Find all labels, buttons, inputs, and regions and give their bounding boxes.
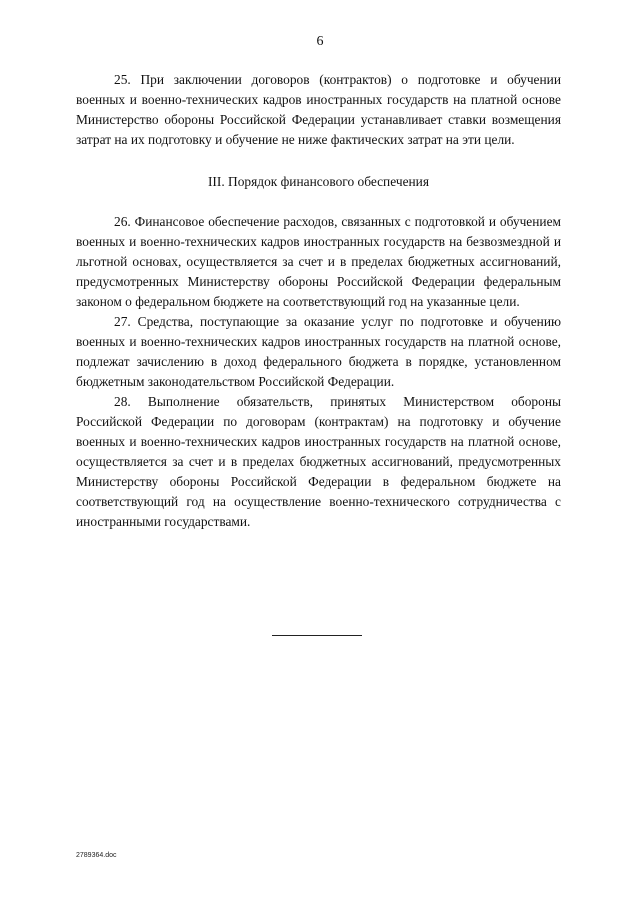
page-number: 6: [316, 34, 324, 49]
section-heading: III. Порядок финансового обеспечения: [207, 174, 430, 189]
footer-file-name: 2789364.doc: [76, 852, 117, 859]
paragraph-27: 27. Средства, поступающие за оказание услуг по подготовке и обучению военных и военно-технических кадров иностранных государств на платной основе, подлежат зачислению в доход федерального бюджета в порядке, установленном бюджетным законодательством Российской Федерации.: [76, 314, 561, 389]
document-body: [76, 70, 561, 532]
paragraph-26: 26. Финансовое обеспечение расходов, связанных с подготовкой и обучением военных и военно-технических кадров иностранных государств на безвозмездной и льготной основах, осуществляется за счет и в пределах бюджетных ассигнований, предусмотренных Министерству обороны Российской Федерации федеральным законом о федеральном бюджете на соответствующий год на указанные цели.: [76, 214, 561, 309]
paragraph-25: 25. При заключении договоров (контрактов) о подготовке и обучении военных и военно-технических кадров иностранных государств на платной основе Министерство обороны Российской Федерации устанавливает ставки возмещения затрат на их подготовку и обучение не ниже фактических затрат на эти цели.: [76, 72, 561, 147]
end-separator-line: [272, 635, 362, 636]
paragraph-28: 28. Выполнение обязательств, принятых Министерством обороны Российской Федерации по договорам (контрактам) на подготовку и обучение военных и военно-технических кадров иностранных государств на платной основе, осуществляется за счет и в пределах бюджетных ассигнований, предусмотренных Министерству обороны Российской Федерации в федеральном бюджете на соответствующий год на осуществление военно-технического сотрудничества с иностранными государствами.: [76, 394, 561, 529]
